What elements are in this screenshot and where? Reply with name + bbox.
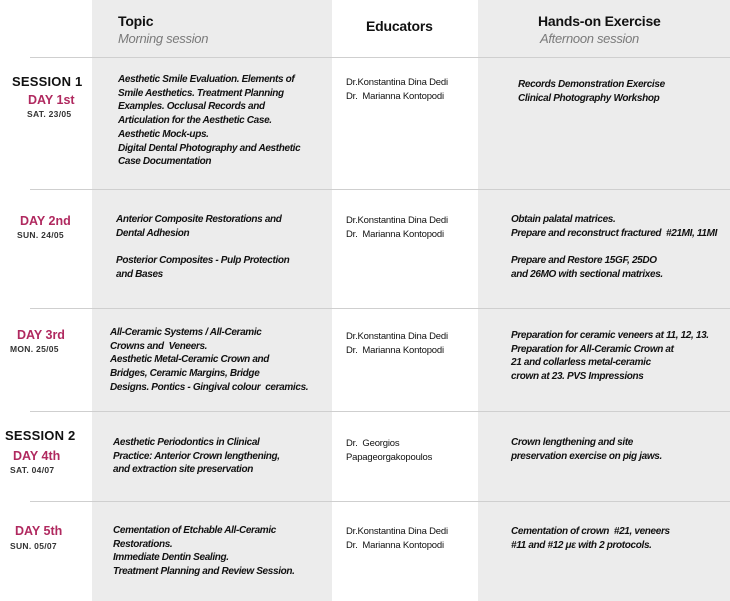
educators-cell [346,330,448,357]
hands-on-header: Hands-on Exercise [538,13,661,29]
educator-name: Dr. Marianna Kontopodi [346,228,444,240]
educators-cell [346,214,448,241]
exercise-cell [511,436,662,463]
exercise-cell [511,525,670,552]
topic-line: Aesthetic Metal-Ceramic Crown and [110,354,270,366]
topic-line [116,240,289,254]
topic-subheader: Morning session [118,31,209,46]
topic-line: Anterior Composite Restorations and [116,214,282,225]
session-label: SESSION 2 [5,428,76,443]
exercise-line: preservation exercise on pig jaws. [511,450,662,462]
topic-line: and Bases [116,268,163,280]
exercise-line: and 26MO with sectional matrixes. [511,268,663,280]
session-label: SESSION 1 [12,74,83,89]
exercise-line: Cementation of crown #21, veneers [511,526,670,537]
exercise-line: 21 and collarless metal-ceramic [511,357,651,369]
educator-name: Dr.Konstantina Dina Dedi [346,526,448,537]
row-divider [30,501,730,502]
hands-on-subheader: Afternoon session [540,31,639,46]
exercise-cell [518,78,665,105]
topic-line: Restorations. [113,538,173,550]
topic-cell [110,326,308,395]
exercise-line: crown at 23. PVS Impressions [511,371,644,383]
educator-name: Dr. Marianna Kontopodi [346,90,444,102]
exercise-line [511,240,717,254]
exercise-line: #11 and #12 με with 2 protocols. [511,539,652,551]
row-divider [30,189,730,190]
topic-line: Case Documentation [118,156,212,168]
topic-line: Posterior Composites - Pulp Protection [116,255,290,267]
exercise-line: Crown lengthening and site [511,437,634,448]
educator-name: Dr.Konstantina Dina Dedi [346,331,448,342]
topic-line: All-Ceramic Systems / All-Ceramic [110,327,262,338]
topic-line: Articulation for the Aesthetic Case. [118,115,272,127]
topic-line: Digital Dental Photography and Aesthetic [118,142,301,154]
topic-cell [113,436,280,477]
topic-line: Practice: Anterior Crown lengthening, [113,450,280,462]
day-label: DAY 3rd [17,328,65,342]
day-label: DAY 5th [15,524,63,538]
topic-line: Examples. Occlusal Records and [118,101,265,113]
exercise-line: Preparation for All-Ceramic Crown at [511,343,674,355]
topic-line: Cementation of Etchable All-Ceramic [113,525,276,536]
exercise-cell [511,213,717,282]
day-label: DAY 1st [28,93,75,107]
day-date: SUN. 24/05 [17,230,64,240]
topic-line: Dental Adhesion [116,227,190,239]
educators-header: Educators [366,18,433,34]
educator-name: Papageorgakopoulos [346,452,433,463]
topic-cell [113,524,295,579]
exercise-cell [511,329,709,384]
topic-line: Aesthetic Smile Evaluation. Elements of [118,74,295,85]
topic-line: Bridges, Ceramic Margins, Bridge [110,368,260,380]
exercise-line: Preparation for ceramic veneers at 11, 12, 13. [511,330,709,341]
topic-line: Aesthetic Mock-ups. [118,128,209,140]
topic-header: Topic [118,13,154,29]
topic-line: Immediate Dentin Sealing. [113,552,229,564]
row-divider [30,57,730,58]
educator-name: Dr.Konstantina Dina Dedi [346,77,448,88]
exercise-line: Clinical Photography Workshop [518,92,660,104]
day-date: SAT. 23/05 [27,109,72,119]
exercise-line: Prepare and Restore 15GF, 25DO [511,255,657,267]
day-label: DAY 2nd [20,214,71,228]
exercise-line: Obtain palatal matrices. [511,214,616,225]
day-label: DAY 4th [13,449,61,463]
exercise-line: Records Demonstration Exercise [518,79,665,90]
educator-name: Dr.Konstantina Dina Dedi [346,215,448,226]
row-divider [30,411,730,412]
day-date: SAT. 04/07 [10,465,55,475]
exercise-line: Prepare and reconstruct fractured #21MI, 11MI [511,227,718,239]
educators-cell [346,76,448,103]
day-date: MON. 25/05 [10,344,59,354]
topic-line: Treatment Planning and Review Session. [113,566,295,578]
topic-line: Smile Aesthetics. Treatment Planning [118,87,284,99]
educators-cell [346,525,448,552]
row-divider [30,308,730,309]
topic-cell [116,213,289,282]
educator-name: Dr. Marianna Kontopodi [346,539,444,551]
day-date: SUN. 05/07 [10,541,57,551]
educator-name: Dr. Georgios [346,438,400,449]
educator-name: Dr. Marianna Kontopodi [346,344,444,356]
topic-cell [118,73,300,169]
topic-line: Crowns and Veneers. [110,340,208,352]
topic-line: and extraction site preservation [113,464,253,476]
educators-cell [346,437,432,465]
topic-line: Designs. Pontics - Gingival colour ceramics. [110,381,309,393]
topic-line: Aesthetic Periodontics in Clinical [113,437,260,448]
